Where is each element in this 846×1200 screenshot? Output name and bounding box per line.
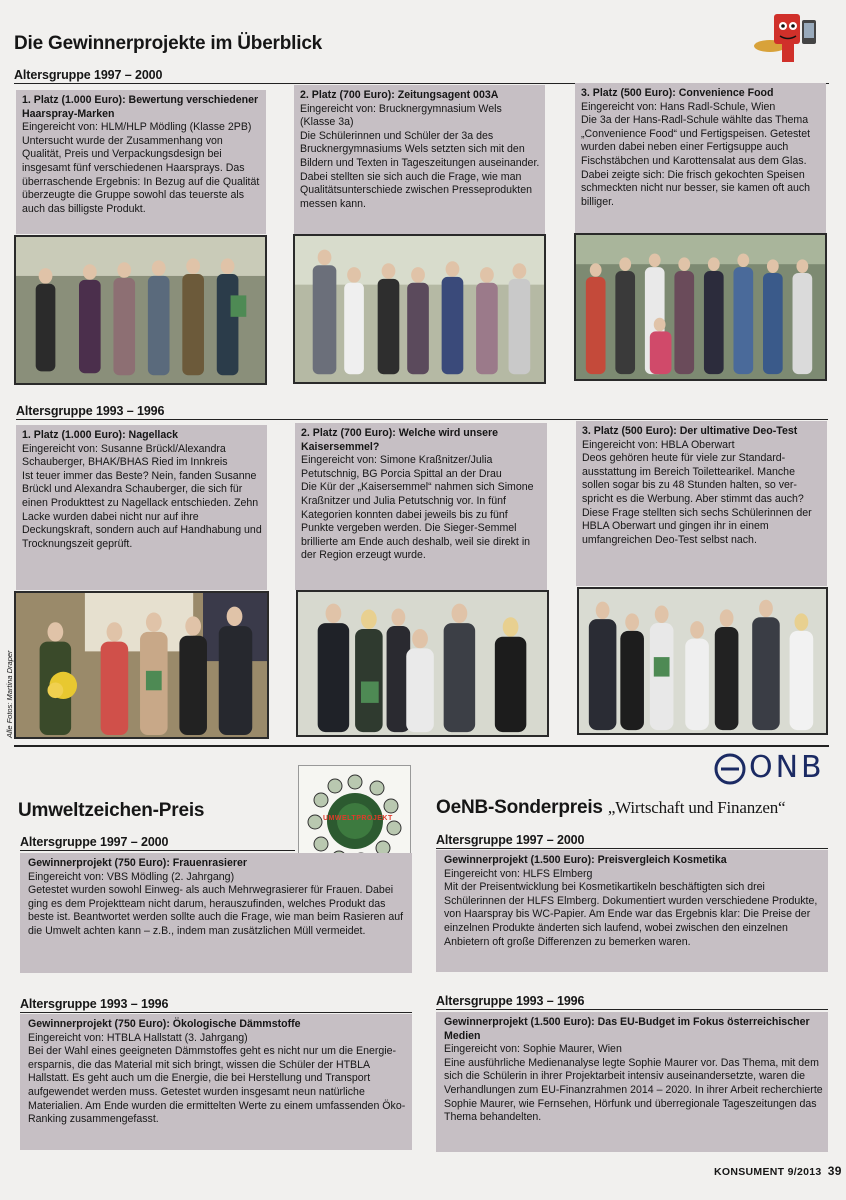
- project-description: Bei der Wahl eines geeigneten Dämmstoffes geht es nicht nur um die Energieersparnis, die das Material mit sich bringt, wissen die Schüler der HTBLA Hallstatt. Es geht auch um die Energie, die bei Herstellung und Transport aufgewendet werden muss. Getestet wurden insgesamt neun natürliche Materialien. Am Ende wurden die ermittelten Werte zu einem umfassenden Öko-Ranking zusammengefasst.: [28, 1045, 406, 1126]
- project-submitter: Eingereicht von: Simone Kraßnitzer/Julia Petutschnig, BG Porcia Spittal an der Drau: [301, 454, 502, 480]
- konsument-mascot-icon: [752, 6, 824, 72]
- divider: [14, 745, 829, 747]
- project-title: 1. Platz (1.000 Euro): Bewertung verschiedener Haarspray-Marken: [22, 94, 259, 120]
- oenb-subheading: „Wirtschaft und Finanzen“: [607, 798, 786, 817]
- project-description: Eine ausführliche Medienanalyse legte Sophie Maurer vor. Das Thema, mit dem sich die Schülerin in ihrer Projektarbeit intensiv auseinandersetzte, waren die Verhandlungen zum EU-Finanzrahmen 2014 – 2020. In ihrer Arbeit recherchierte Sophie Maurer, wie Fernsehen, Hörfunk und überregionale Tageszeitungen das Thema behandelten.: [444, 1056, 823, 1124]
- project-title: 2. Platz (700 Euro): Welche wird unsere Kaisersemmel?: [301, 427, 499, 453]
- project-card: [576, 421, 827, 586]
- logo-text: UMWELTPROJEKT: [323, 815, 393, 822]
- project-card: [20, 853, 412, 973]
- age-group-heading: Altersgruppe 1997 – 2000: [436, 833, 585, 847]
- project-description: Deos gehören heute für viele zur Standardausstattung im Bereich Toilettearikel. Manche sollen sogar bis zu 48 Stunden halten, so verspricht es die Werbung. Aber stimmt das auch? Diese Frage stellten sich sechs Schülerinnen der HBLA Oberwart und gingen ihr in einem umfangreichen Deo-Test selbst nach.: [582, 452, 812, 546]
- divider: [436, 848, 828, 849]
- project-card: [436, 1012, 828, 1152]
- project-title: 3. Platz (500 Euro): Der ultimative Deo-Test: [582, 425, 798, 437]
- age-group-heading: Altersgruppe 1993 – 1996: [16, 404, 165, 418]
- age-group-heading: Altersgruppe 1997 – 2000: [14, 68, 163, 82]
- project-submitter: Eingereicht von: VBS Mödling (2. Jahrgang): [28, 870, 235, 883]
- project-card: [436, 850, 828, 972]
- winner-group-photo: [14, 591, 269, 739]
- project-card: [16, 425, 267, 590]
- magazine-issue: KONSUMENT 9/2013: [714, 1166, 822, 1178]
- project-submitter: Eingereicht von: Sophie Maurer, Wien: [444, 1043, 622, 1056]
- divider: [436, 1009, 828, 1010]
- project-card: [16, 90, 266, 234]
- age-group-heading: Altersgruppe 1997 – 2000: [20, 835, 169, 849]
- oenb-heading: [436, 797, 785, 819]
- project-card: [20, 1014, 412, 1150]
- project-submitter: Eingereicht von: Hans Radl-Schule, Wien: [581, 100, 776, 113]
- age-group-heading: Altersgruppe 1993 – 1996: [20, 997, 169, 1011]
- project-submitter: Eingereicht von: HLFS Elmberg: [444, 867, 593, 880]
- winner-group-photo: [14, 235, 267, 385]
- page-number: 39: [827, 1164, 842, 1178]
- divider: [20, 1012, 412, 1013]
- winner-group-photo: [296, 590, 549, 737]
- project-description: Die 3a der Hans-Radl-Schule wählte das Thema „Convenience Food“ und Fertigspeisen. Getestet wurden dabei neben einer Fertigsuppe auch Fischstäbchen und Karottensalat aus dem Glas. Dabei zeigte sich: Die frisch gekochten Speisen schmeckten nicht nur besser, sie kamen oft auch billiger.: [581, 114, 811, 208]
- oenb-heading-title: OeNB-Sonderpreis: [436, 797, 603, 818]
- project-submitter: Eingereicht von: HTBLA Hallstatt (3. Jahrgang): [28, 1031, 248, 1044]
- project-title: Gewinnerprojekt (1.500 Euro): Preisvergleich Kosmetika: [444, 854, 727, 866]
- project-submitter: Eingereicht von: HLM/HLP Mödling (Klasse 2PB): [22, 121, 252, 134]
- winner-group-photo: [577, 587, 828, 735]
- age-group-heading: Altersgruppe 1993 – 1996: [436, 994, 585, 1008]
- page-title: Die Gewinnerprojekte im Überblick: [14, 33, 323, 54]
- project-card: [294, 85, 545, 234]
- project-title: 3. Platz (500 Euro): Convenience Food: [581, 87, 774, 99]
- winner-group-photo: [293, 234, 546, 384]
- project-title: Gewinnerprojekt (750 Euro): Ökologische Dämmstoffe: [28, 1018, 301, 1030]
- project-title: Gewinnerprojekt (1.500 Euro): Das EU-Budget im Fokus österreichischer Medien: [444, 1016, 810, 1042]
- project-title: Gewinnerprojekt (750 Euro): Frauenrasierer: [28, 857, 248, 869]
- divider: [20, 850, 295, 851]
- oenb-logo: [713, 750, 829, 788]
- project-description: Die Schülerinnen und Schüler der 3a des Brucknergymnasiums Wels setzten sich mit den Bildern und Texten in Tageszeitungen auseinander. Dabei stellten sie sich auch die Frage, wie man Qualitätsunterschiede zwischen Presseprodukten messen kann.: [300, 129, 540, 210]
- project-submitter: Eingereicht von: Susanne Brückl/Alexandra Schauberger, BHAK/BHAS Ried im Innkreis: [22, 442, 228, 469]
- divider: [16, 419, 828, 420]
- project-title: 1. Platz (1.000 Euro): Nagellack: [22, 429, 179, 441]
- project-submitter: Eingereicht von: HBLA Oberwart: [582, 438, 735, 451]
- project-description: Ist teuer immer das Beste? Nein, fanden Susanne Brückl und Alexandra Schauberger, die sich für einen Produkttest zu Nagellack entschieden. Zehn Lacke wurden dabei nicht nur auf ihre Deckungskraft, sondern auch auf Handhabung und Trocknungszeit geprüft.: [22, 469, 262, 550]
- oenb-logo-text: ONB: [749, 750, 825, 785]
- project-description: Die Kür der „Kaisersemmel“ nahmen sich Simone Kraßnitzer und Julia Petutschnig vor. In fünf Kategorien konnten dabei jeweils bis zu fünf Punkte vergeben werden. Die Sieger-Semmel brillierte am Ende auch deshalb, weil sie direkt in der Region erzeugt wurde.: [301, 481, 534, 562]
- page-footer: [714, 1164, 842, 1178]
- photo-credit: Alle Fotos: Martina Draper: [5, 650, 14, 738]
- project-submitter: Eingereicht von: Brucknergymnasium Wels (Klasse 3a): [300, 102, 502, 129]
- project-description: Untersucht wurde der Zusammenhang von Qualität, Preis und Verpackungsdesign bei insgesamt fünf verschiedenen Haarsprays. Das überraschende Ergebnis: In Bezug auf die Qualität überzeugte die Gruppe sowohl das teuerste als auch das billigste Produkt.: [22, 134, 260, 215]
- project-title: 2. Platz (700 Euro): Zeitungsagent 003A: [300, 89, 499, 101]
- project-description: Getestet wurden sowohl Einweg- als auch Mehrwegrasierer für Frauen. Dabei ging es dem Projektteam nicht darum, herauszufinden, welches Produkt das beste ist. Beantwortet werden sollte auch die Frage, wie man beim Rasieren auf die Umwelt achten kann – z.B., indem man zusätzlichen Müll vermeidet.: [28, 884, 404, 937]
- umwelt-heading: Umweltzeichen-Preis: [18, 800, 205, 821]
- project-card: [575, 83, 826, 234]
- project-card: [295, 423, 547, 590]
- project-description: Mit der Preisentwicklung bei Kosmetikartikeln beschäftigten sich drei Schülerinnen der HLFS Elmberg. Dokumentiert wurden verschiedene Produkte, von Haarspray bis WC-Papier. Am Ende war das Ergebnis klar: Die Preise der einzelnen Produkte änderten sich laufend, wobei zwischen den einzelnen Anbietern oft große Differenzen zu bemerken waren.: [444, 881, 818, 948]
- winner-group-photo: [574, 233, 827, 381]
